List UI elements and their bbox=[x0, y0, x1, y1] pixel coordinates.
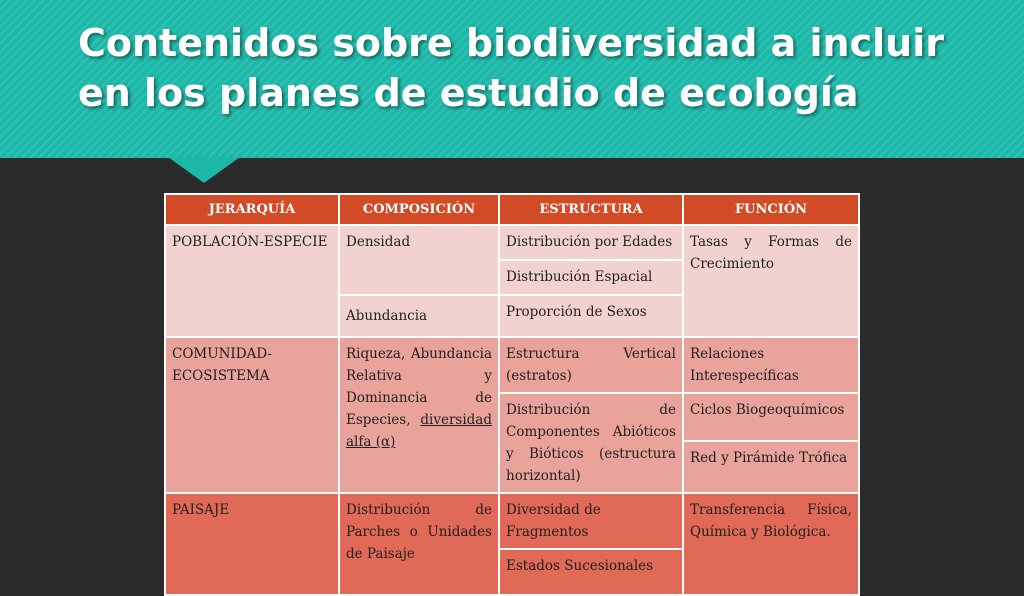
cell-poblacion-abundancia: Abundancia bbox=[339, 295, 499, 337]
cell-paisaje-fragmentos: Diversidad de Fragmentos bbox=[499, 493, 683, 549]
header-composicion: COMPOSICIÓN bbox=[339, 194, 499, 225]
cell-comunidad-vertical: Estructura Vertical (estratos) bbox=[499, 337, 683, 393]
table-row-paisaje bbox=[165, 493, 859, 549]
cell-comunidad-red: Red y Pirámide Trófica bbox=[683, 441, 859, 493]
cell-poblacion-jerarquia: POBLACIÓN-ESPECIE bbox=[165, 225, 339, 337]
table-header-row bbox=[165, 194, 859, 225]
header-funcion: FUNCIÓN bbox=[683, 194, 859, 225]
cell-poblacion-densidad: Densidad bbox=[339, 225, 499, 295]
slide-title-line-1: Contenidos sobre biodiversidad a incluir bbox=[78, 21, 944, 65]
cell-paisaje-funcion: Transferencia Física, Química y Biológica. bbox=[683, 493, 859, 595]
cell-paisaje-jerarquia: PAISAJE bbox=[165, 493, 339, 595]
cell-comunidad-jerarquia: COMUNIDAD-ECOSISTEMA bbox=[165, 337, 339, 493]
cell-poblacion-espacial: Distribución Espacial bbox=[499, 260, 683, 295]
biodiversity-table bbox=[164, 193, 860, 596]
header-jerarquia: JERARQUÍA bbox=[165, 194, 339, 225]
cell-poblacion-sexos: Proporción de Sexos bbox=[499, 295, 683, 337]
diversidad-alfa-text: diversidad alfa (α) bbox=[346, 412, 492, 450]
slide-title bbox=[78, 18, 978, 118]
comunidad-composicion-text: Riqueza, Abundancia Relativa y Dominancia de Especies, bbox=[346, 346, 492, 428]
cell-comunidad-relaciones: Relaciones Interespecíficas bbox=[683, 337, 859, 393]
cell-comunidad-ciclos: Ciclos Biogeoquímicos bbox=[683, 393, 859, 441]
cell-comunidad-horizontal: Distribución de Componentes Abióticos y Bióticos (estructura horizontal) bbox=[499, 393, 683, 493]
table-row-poblacion bbox=[165, 225, 859, 260]
cell-poblacion-edades: Distribución por Edades bbox=[499, 225, 683, 260]
banner-pointer bbox=[168, 157, 240, 183]
header-estructura: ESTRUCTURA bbox=[499, 194, 683, 225]
slide-title-line-2: en los planes de estudio de ecología bbox=[78, 71, 859, 115]
cell-paisaje-composicion: Distribución de Parches o Unidades de Paisaje bbox=[339, 493, 499, 595]
cell-poblacion-funcion: Tasas y Formas de Crecimiento bbox=[683, 225, 859, 337]
cell-paisaje-sucesionales: Estados Sucesionales bbox=[499, 549, 683, 595]
table-row-comunidad bbox=[165, 337, 859, 393]
cell-comunidad-composicion bbox=[339, 337, 499, 493]
